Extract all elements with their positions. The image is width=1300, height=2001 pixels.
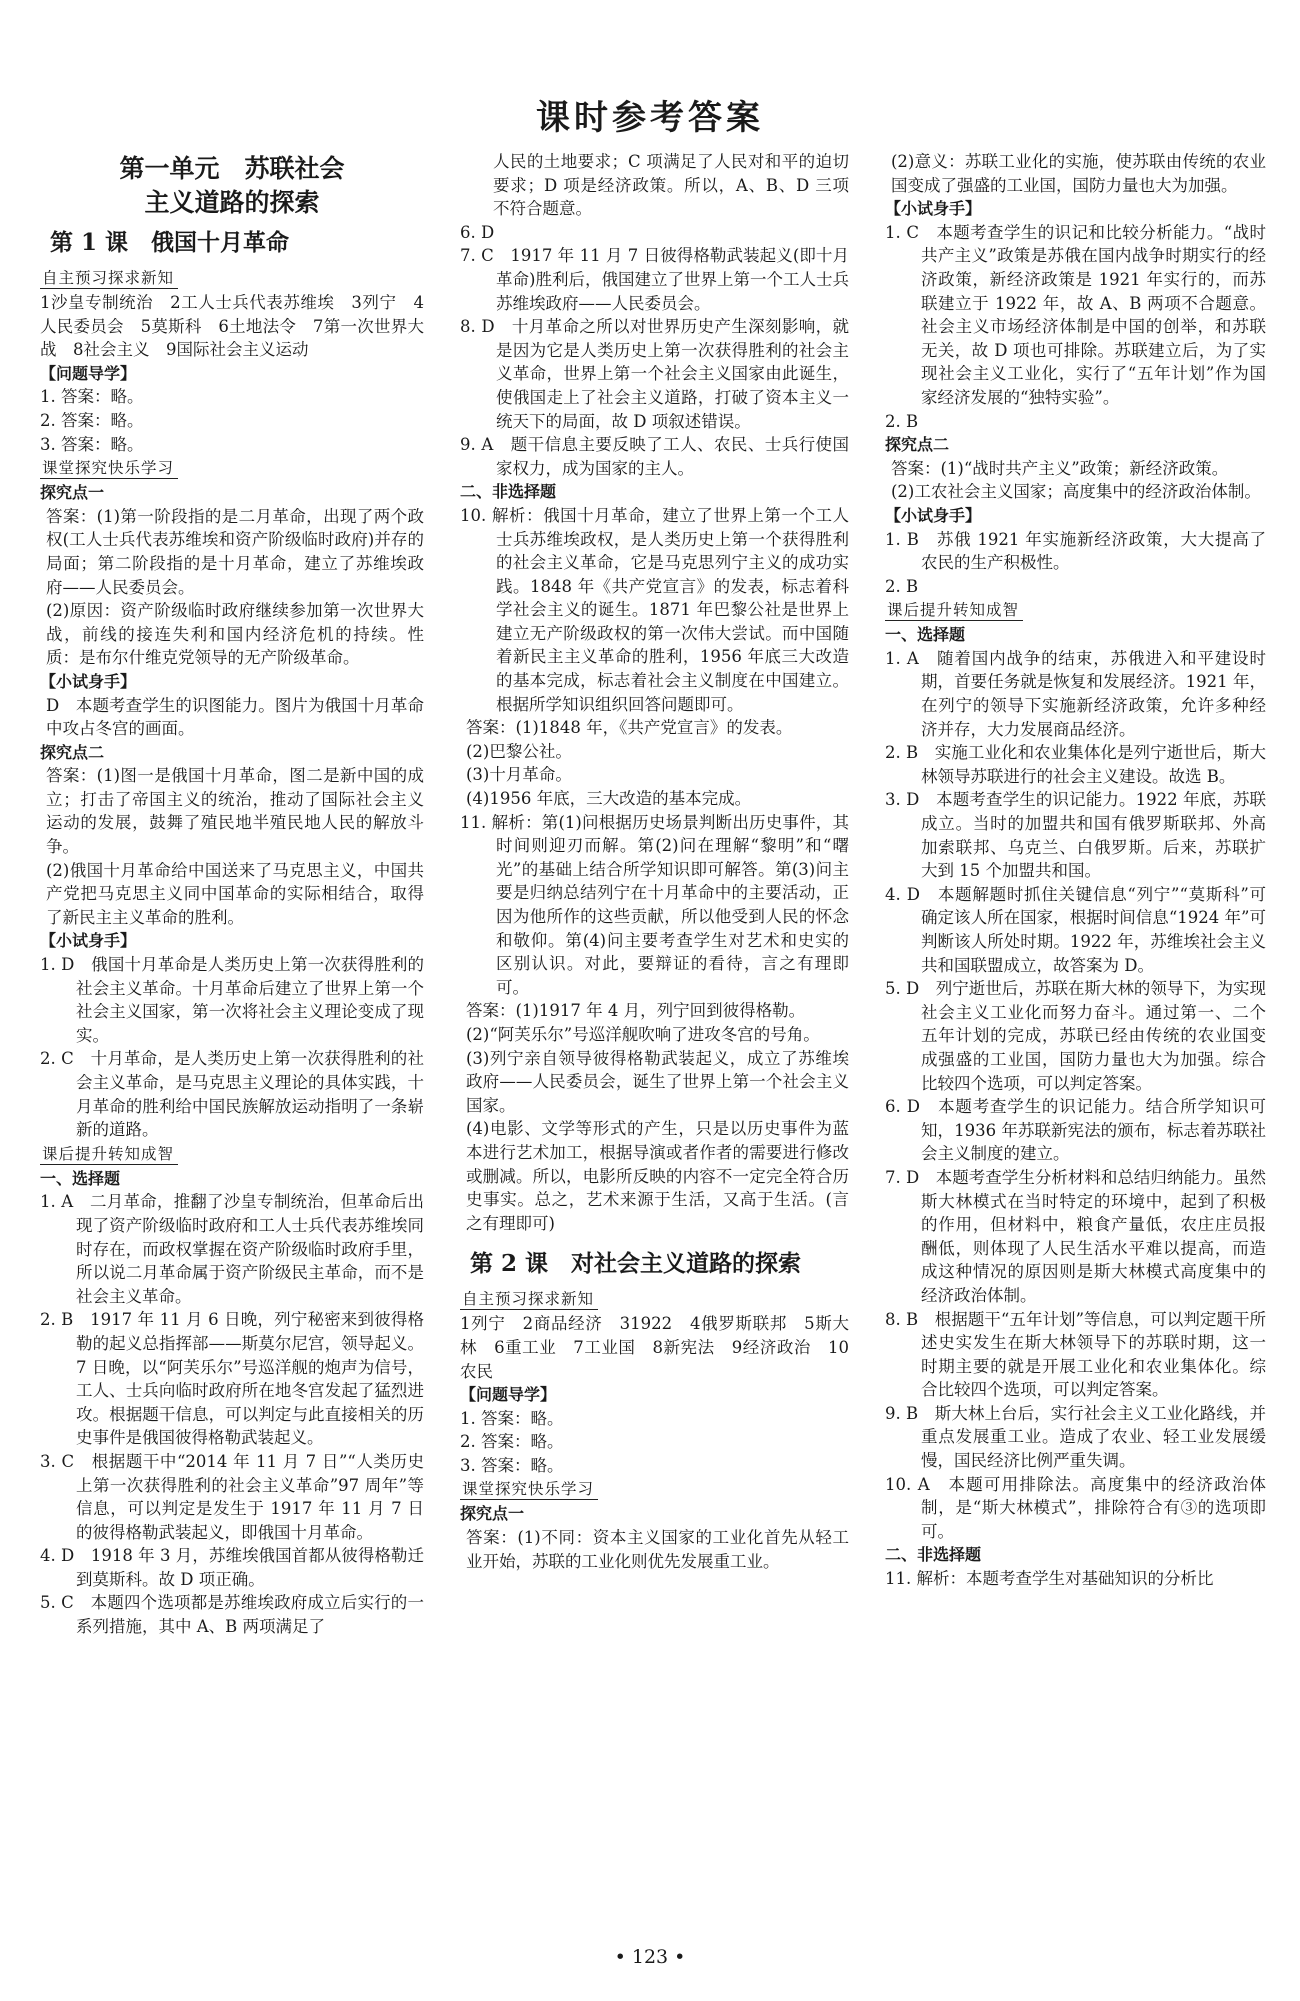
answer-item: 6. D 本题考查学生的识记能力。结合所学知识可知，1936 年苏联新宪法的颁布，标志着苏联社会主义制度的建立。 xyxy=(885,1097,1266,1164)
answer-item: 10. 解析：俄国十月革命，建立了世界上第一个工人士兵苏维埃政权，是人类历史上第一个获得胜利的社会主义革命，它是马克思列宁主义的成功实践。1848 年《共产党宣言》的发表，标志着科学社会主义的诞生。1871 年巴黎公社是世界上建立无产阶级政权的第一次伟大尝试。而中国随着新民主主义革命的胜利，1956 年底三大改造的基本完成，标志着社会主义制度在中国建立。根据所学知识组织回答问题即可。 xyxy=(460,505,849,714)
answer-paragraph: 答案：(1)不同：资本主义国家的工业化首先从轻工业开始，苏联的工业化则优先发展重工业。 xyxy=(466,1528,849,1571)
answer-item: 8. D 十月革命之所以对世界历史产生深刻影响，就是因为它是人类历史上第一次获得胜利的社会主义革命，世界上第一个社会主义国家由此诞生，使俄国走上了社会主义道路，打破了资本主义一统天下的局面，故 D 项叙述错误。 xyxy=(460,317,849,431)
answer-item: 3. C 根据题干中“2014 年 11 月 7 日”“人类历史上第一次获得胜利的社会主义革命”97 周年”等信息，可以判定是发生于 1917 年 11 月 7 日的彼得格勒武装起义，即俄国十月革命。 xyxy=(40,1451,424,1542)
answer-line: 3. 答案：略。 xyxy=(40,434,144,454)
answer-paragraph: 答案：(1)1917 年 4 月，列宁回到彼得格勒。 xyxy=(466,1001,806,1021)
answer-item: 2. B xyxy=(885,576,919,596)
section-header: 一、选择题 xyxy=(885,625,966,645)
answer-item: 3. D 本题考查学生的识记能力。1922 年底，苏联成立。当时的加盟共和国有俄罗斯联邦、外高加索联邦、乌克兰、白俄罗斯。后来，苏联扩大到 15 个加盟共和国。 xyxy=(885,790,1266,881)
answer-item: 7. D 本题考查学生分析材料和总结归纳能力。虽然斯大林模式在当时特定的环境中，起到了积极的作用，但材料中，粮食产量低，农庄庄员报酬低，则体现了人民生活水平难以提高，而造成这种情况的原因则是斯大林模式高度集中的经济政治体制。 xyxy=(885,1167,1266,1305)
answer-paragraph: (2)工农社会主义国家；高度集中的经济政治体制。 xyxy=(891,482,1261,502)
answer-paragraph: (2)俄国十月革命给中国送来了马克思主义，中国共产党把马克思主义同中国革命的实际相结合，取得了新民主主义革命的胜利。 xyxy=(46,860,424,927)
answer-line: 3. 答案：略。 xyxy=(460,1455,564,1475)
answer-item: 人民的土地要求；C 项满足了人民对和平的迫切要求；D 项是经济政策。所以，A、B、D 三项不符合题意。 xyxy=(493,152,849,219)
answer-paragraph: (2)意义：苏联工业化的实施，使苏联由传统的农业国变成了强盛的工业国，国防力量也大为加强。 xyxy=(891,152,1266,195)
answer-paragraph: 答案：(1)1848 年，《共产党宣言》的发表。 xyxy=(466,718,793,738)
answer-item: 1. D 俄国十月革命是人类历史上第一次获得胜利的社会主义革命。十月革命后建立了世界上第一个社会主义国家，第一次将社会主义理论变成了现实。 xyxy=(40,955,424,1045)
answer-paragraph: (4)电影、文学等形式的产生，只是以历史事件为蓝本进行艺术加工，根据导演或者作者的需要进行修改或删减。所以，电影所反映的内容不一定完全符合历史事实。总之，艺术来源于生活，又高于生活。(言之有理即可) xyxy=(466,1119,849,1233)
section-header: 【小试身手】 xyxy=(40,931,137,951)
lesson-1-title: 第 1 课 俄国十月革命 xyxy=(50,229,290,256)
answer-line: 2. 答案：略。 xyxy=(40,410,144,430)
section-header: 【小试身手】 xyxy=(885,199,982,219)
lesson-2-title: 第 2 课 对社会主义道路的探索 xyxy=(470,1250,802,1278)
section-header: 探究点一 xyxy=(40,483,105,503)
answer-item: 9. A 题干信息主要反映了工人、农民、士兵行使国家权力，成为国家的主人。 xyxy=(460,435,849,478)
section-header: 探究点二 xyxy=(885,435,950,455)
column-1 xyxy=(40,152,424,1639)
answer-item: 4. D 1918 年 3 月，苏维埃俄国首都从彼得格勒迁到莫斯科。故 D 项正确。 xyxy=(40,1546,424,1589)
answer-paragraph: (2)巴黎公社。 xyxy=(466,741,572,761)
section-label: 课后提升转知成智 xyxy=(40,1144,178,1165)
answer-item: 11. 解析：本题考查学生对基础知识的分析比 xyxy=(885,1569,1214,1589)
answer-item: 10. A 本题可用排除法。高度集中的经济政治体制，是“斯大林模式”，排除符合有③的选项即可。 xyxy=(885,1474,1266,1541)
section-header: 一、选择题 xyxy=(40,1168,121,1188)
answer-item: 7. C 1917 年 11 月 7 日彼得格勒武装起义(即十月革命)胜利后，俄国建立了世界上第一个工人士兵苏维埃政府——人民委员会。 xyxy=(460,246,849,313)
answer-block: 1列宁 2商品经济 31922 4俄罗斯联邦 5斯大林 6重工业 7工业国 8新宪法 9经济政治 10农民 xyxy=(460,1314,849,1381)
answer-line: 1. 答案：略。 xyxy=(40,387,144,407)
answer-line: 1. 答案：略。 xyxy=(460,1408,564,1428)
answer-paragraph: 答案：(1)第一阶段指的是二月革命，出现了两个政权(工人士兵代表苏维埃和资产阶级临时政府)并存的局面；第二阶段指的是十月革命，建立了苏维埃政府——人民委员会。 xyxy=(46,506,424,597)
column-3 xyxy=(885,150,1266,1591)
answer-paragraph: 答案：(1)“战时共产主义”政策；新经济政策。 xyxy=(891,458,1229,478)
unit-title xyxy=(40,152,424,220)
section-header: 二、非选择题 xyxy=(460,482,557,502)
answer-item: 5. D 列宁逝世后，苏联在斯大林的领导下，为实现社会主义工业化而努力奋斗。通过第一、二个五年计划的完成，苏联已经由传统的农业国变成强盛的工业国，国防力量也大为加强。综合比较四个选项，可以判定答案。 xyxy=(885,979,1266,1093)
page-number: • 123 • xyxy=(614,1946,686,1968)
section-header: 【小试身手】 xyxy=(40,671,137,691)
answer-item: 9. B 斯大林上台后，实行社会主义工业化路线，并重点发展重工业。造成了农业、轻工业发展缓慢，国民经济比例严重失调。 xyxy=(885,1403,1266,1471)
answer-item: 2. C 十月革命，是人类历史上第一次获得胜利的社会主义革命，是马克思主义理论的具体实践，十月革命的胜利给中国民族解放运动指明了一条崭新的道路。 xyxy=(40,1049,424,1140)
answer-item: 2. B xyxy=(885,411,919,431)
answer-item: 8. B 根据题干“五年计划”等信息，可以判定题干所述史实发生在斯大林领导下的苏联时期，这一时期主要的就是开展工业化和农业集体化。综合比较四个选项，可以判定答案。 xyxy=(885,1309,1266,1400)
answer-line: 2. 答案：略。 xyxy=(460,1432,564,1452)
section-header: 探究点一 xyxy=(460,1504,525,1524)
answer-paragraph: (3)十月革命。 xyxy=(466,765,572,785)
answer-paragraph: (4)1956 年底，三大改造的基本完成。 xyxy=(466,789,752,809)
section-header: 二、非选择题 xyxy=(885,1545,982,1565)
column-2 xyxy=(460,150,849,1573)
section-header: 【小试身手】 xyxy=(885,505,982,525)
answer-item: 1. B 苏俄 1921 年实施新经济政策，大大提高了农民的生产积极性。 xyxy=(885,529,1266,573)
section-label: 课堂探究快乐学习 xyxy=(460,1479,598,1500)
page-title: 课时参考答案 xyxy=(536,98,764,138)
answer-paragraph: D 本题考查学生的识图能力。图片为俄国十月革命中攻占冬宫的画面。 xyxy=(46,695,424,739)
answer-item: 1. A 二月革命，推翻了沙皇专制统治，但革命后出现了资产阶级临时政府和工人士兵代表苏维埃同时存在，而政权掌握在资产阶级临时政府手里，所以说二月革命属于资产阶级民主革命，而不是社会主义革命。 xyxy=(40,1192,424,1306)
answer-paragraph: (3)列宁亲自领导彼得格勒武装起义，成立了苏维埃政府——人民委员会，诞生了世界上第一个社会主义国家。 xyxy=(466,1048,849,1115)
section-header: 【问题导学】 xyxy=(40,363,137,383)
unit-title-line-1: 第一单元 苏联社会 xyxy=(119,154,345,183)
section-header: 探究点二 xyxy=(40,742,105,762)
answer-paragraph: (2)“阿芙乐尔”号巡洋舰吹响了进攻冬宫的号角。 xyxy=(466,1024,820,1044)
unit-title-line-2: 主义道路的探索 xyxy=(144,188,320,217)
answer-paragraph: 答案：(1)图一是俄国十月革命，图二是新中国的成立；打击了帝国主义的统治，推动了国际社会主义运动的发展，鼓舞了殖民地半殖民地人民的解放斗争。 xyxy=(46,766,424,857)
section-label: 课堂探究快乐学习 xyxy=(40,458,178,479)
section-label: 自主预习探求新知 xyxy=(40,268,178,289)
section-label: 课后提升转知成智 xyxy=(885,600,1023,621)
answer-item: 2. B 实施工业化和农业集体化是列宁逝世后，斯大林领导苏联进行的社会主义建设。故选 B。 xyxy=(885,743,1266,786)
answer-block: 1沙皇专制统治 2工人士兵代表苏维埃 3列宁 4人民委员会 5莫斯科 6土地法令 7第一次世界大战 8社会主义 9国际社会主义运动 xyxy=(40,293,424,360)
answer-item: 5. C 本题四个选项都是苏维埃政府成立后实行的一系列措施，其中 A、B 两项满足了 xyxy=(40,1593,424,1637)
answer-item: 11. 解析：第(1)问根据历史场景判断出历史事件，其时间则迎刃而解。第(2)问在理解“黎明”和“曙光”的基础上结合所学知识即可解答。第(3)问主要是归纳总结列宁在十月革命中的主要活动，正因为他所作的这些贡献，所以他受到人民的怀念和敬仰。第(4)问主要考查学生对艺术和史实的区别认识。对此，要辩证的看待，言之有理即可。 xyxy=(460,812,849,997)
answer-paragraph: (2)原因：资产阶级临时政府继续参加第一次世界大战，前线的接连失利和国内经济危机的持续。性质：是布尔什维克党领导的无产阶级革命。 xyxy=(46,601,424,668)
answer-item: 6. D xyxy=(460,222,495,242)
answer-item: 2. B 1917 年 11 月 6 日晚，列宁秘密来到彼得格勒的起义总指挥部——斯莫尔尼宫，领导起义。7 日晚，以“阿芙乐尔”号巡洋舰的炮声为信号，工人、士兵向临时政府所在地冬宫发起了猛烈进攻。根据题干信息，可以判定与此直接相关的历史事件是俄国彼得格勒武装起义。 xyxy=(40,1310,424,1448)
answer-item: 1. C 本题考查学生的识记和比较分析能力。“战时共产主义”政策是苏俄在国内战争时期实行的经济政策，新经济政策是 1921 年实行的，而苏联建立于 1922 年，故 A、B 两项不合题意。社会主义市场经济体制是中国的创举，和苏联无关，故 D 项也可排除。苏联建立后，为了实现社会主义工业化，实行了“五年计划”作为国家经济发展的“独特实验”。 xyxy=(885,222,1266,407)
answer-item: 4. D 本题解题时抓住关键信息“列宁”“莫斯科”可确定该人所在国家，根据时间信息“1924 年”可判断该人所处时期。1922 年，苏维埃社会主义共和国联盟成立，故答案为 D。 xyxy=(885,884,1266,975)
section-header: 【问题导学】 xyxy=(460,1385,557,1405)
answer-item: 1. A 随着国内战争的结束，苏俄进入和平建设时期，首要任务就是恢复和发展经济。1921 年，在列宁的领导下实施新经济政策，允许多种经济并存，大力发展商品经济。 xyxy=(885,648,1266,739)
section-label: 自主预习探求新知 xyxy=(460,1289,598,1310)
